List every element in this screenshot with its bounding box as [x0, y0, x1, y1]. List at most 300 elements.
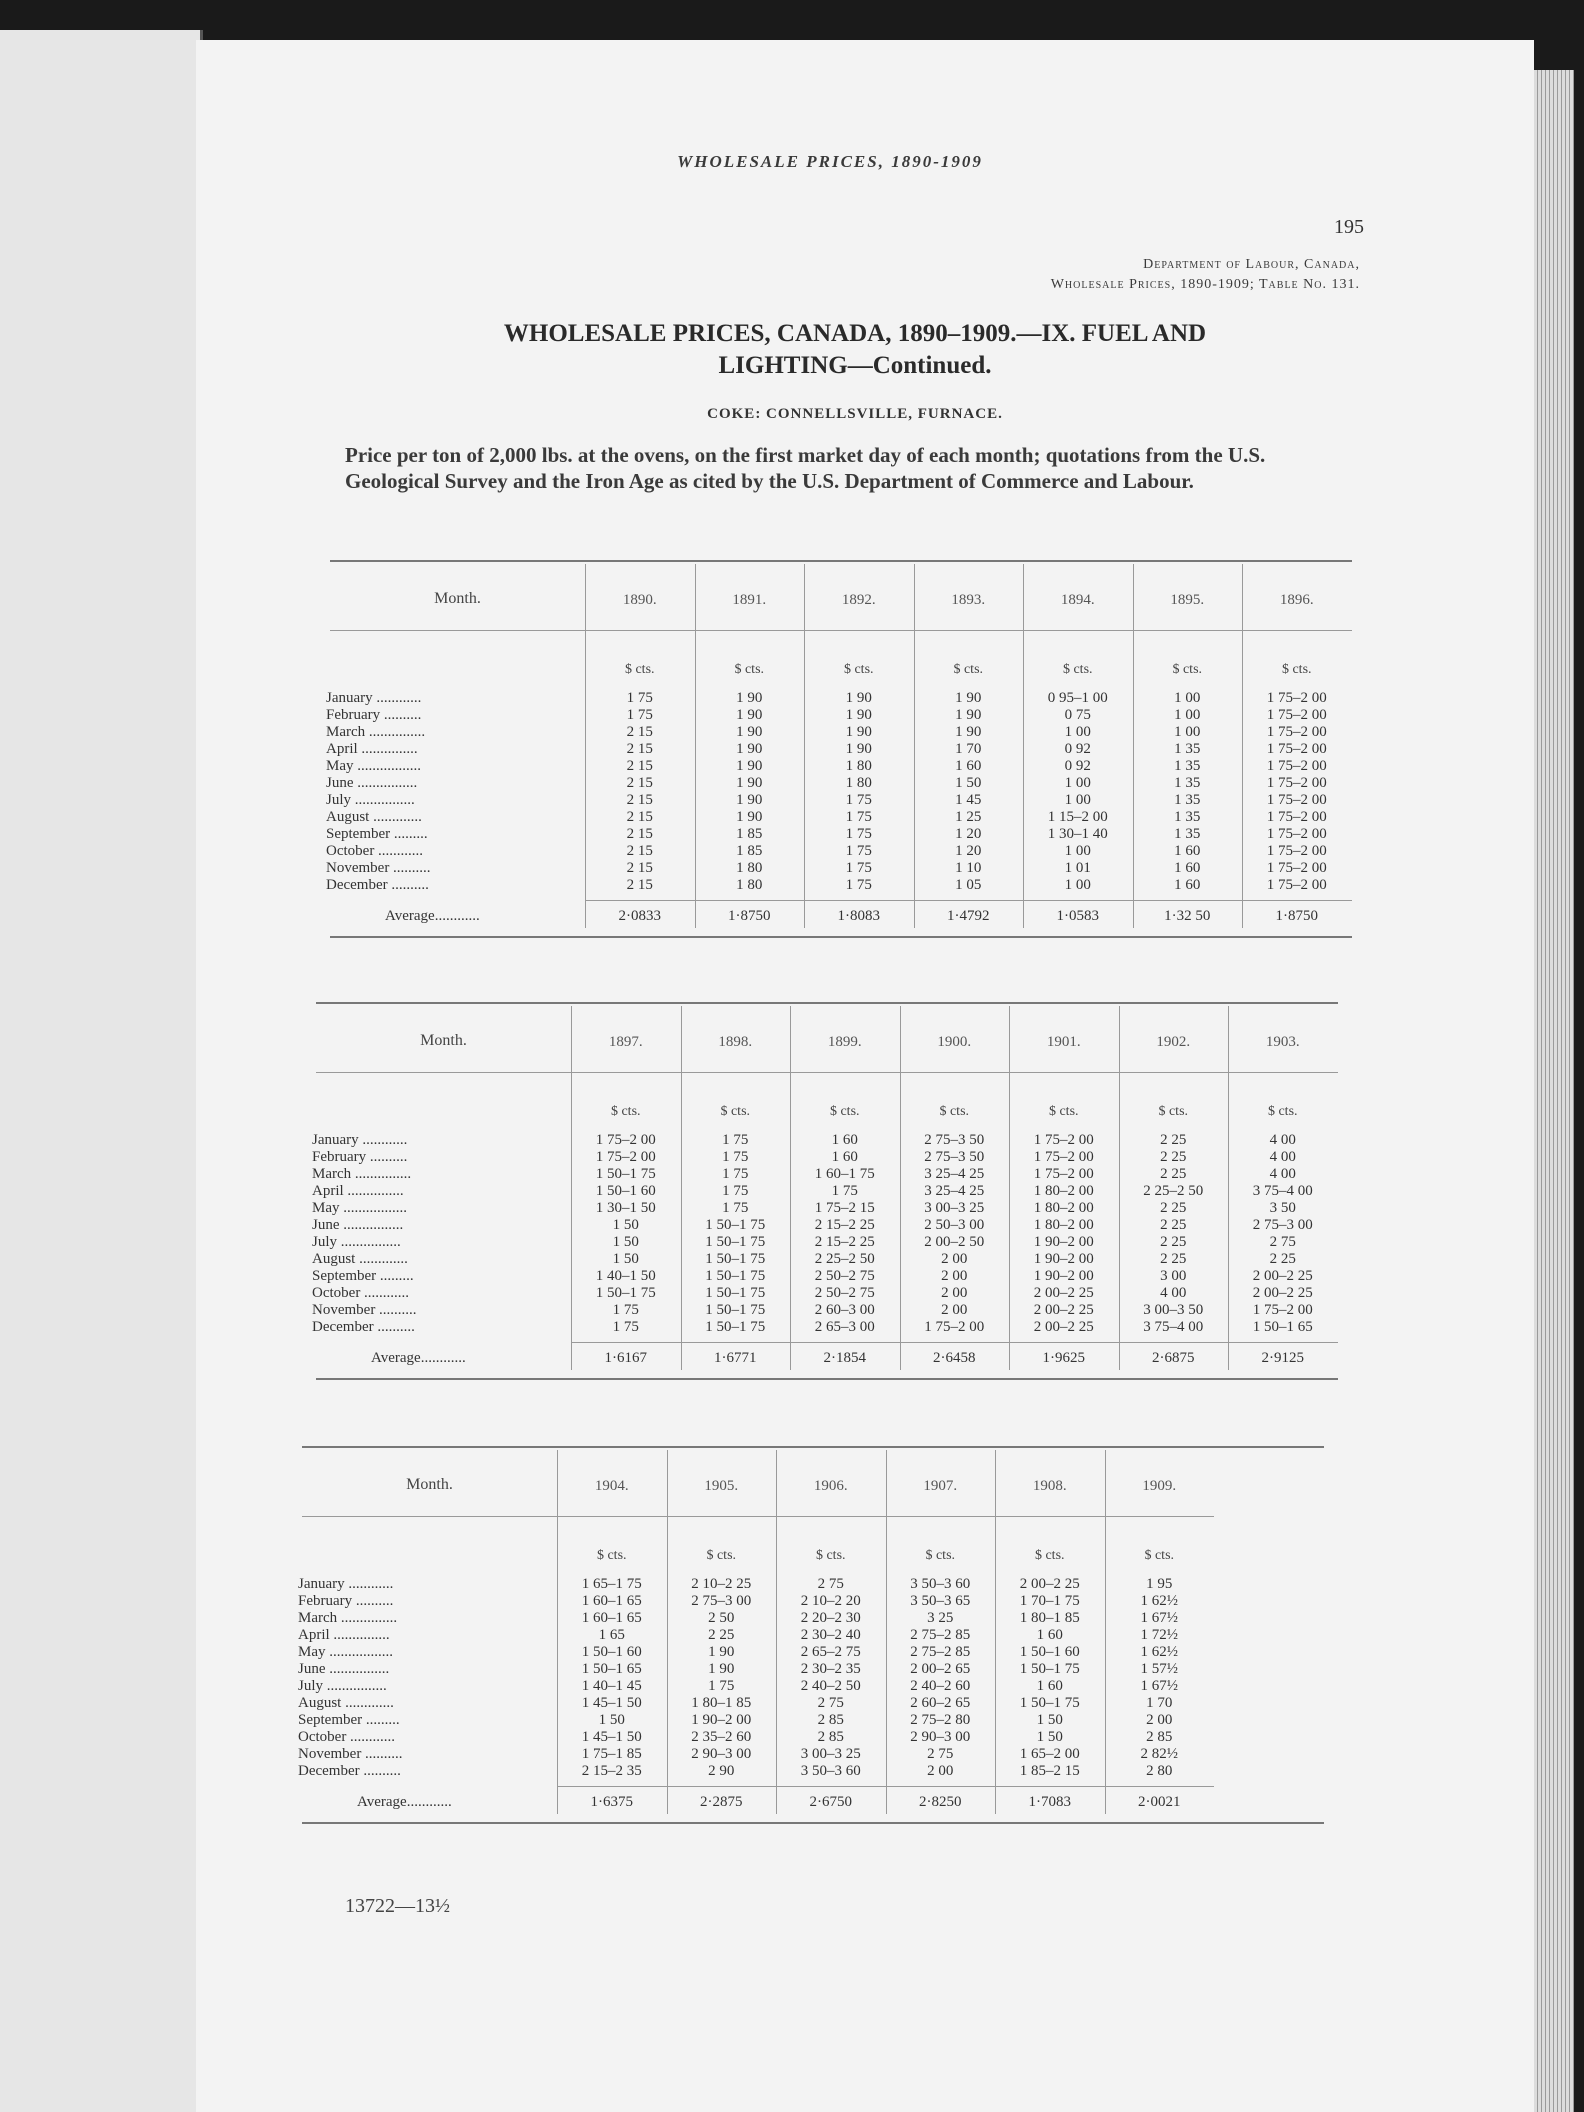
price-cell: 1 80–1 85: [1019, 1610, 1080, 1626]
price-cell: 1 50–1 75: [595, 1285, 656, 1301]
year-price-column: [585, 690, 695, 894]
year-header: 1902.: [1156, 1034, 1191, 1050]
department-line-2: Wholesale Prices, 1890-1909; Table No. 131.: [1050, 277, 1360, 292]
price-cell: 2 50–2 75: [814, 1268, 875, 1284]
price-cell: 2 35–2 60: [691, 1729, 752, 1745]
price-cell: 1 75–2 00: [1266, 741, 1327, 757]
month-header: Month.: [434, 590, 481, 607]
price-cell: 1 75: [612, 1302, 639, 1318]
price-cell: 1 15–2 00: [1047, 809, 1108, 825]
average-value: 1·9625: [1042, 1350, 1085, 1366]
year-price-column: [900, 1132, 1010, 1336]
year-price-column: [776, 1576, 886, 1780]
price-cell: 1 85: [736, 843, 763, 859]
year-price-column: [667, 1576, 777, 1780]
unit-header: $ cts.: [706, 1548, 737, 1563]
price-cell: 2 00–2 25: [1033, 1302, 1094, 1318]
price-cell: 2 25: [1160, 1166, 1187, 1182]
year-header: 1890.: [622, 592, 657, 608]
price-cell: 1 80: [845, 775, 872, 791]
price-cell: 2 25: [1160, 1149, 1187, 1165]
price-cell: 1 50–1 75: [705, 1268, 766, 1284]
price-description: Price per ton of 2,000 lbs. at the ovens, on the first market day of each month; quotations from the U.S. Geological Survey and the Iron Age as cited by the U.S. Department of Commerce and Labour.: [345, 443, 1266, 493]
price-cell: 3 50–3 60: [800, 1763, 861, 1779]
average-value: 2·6875: [1152, 1350, 1195, 1366]
price-cell: 2 85: [817, 1729, 844, 1745]
table-top-rule: [302, 1446, 1324, 1448]
unit-header: $ cts.: [1281, 662, 1312, 677]
price-cell: 2 75: [817, 1576, 844, 1592]
price-cell: 1 90: [845, 724, 872, 740]
price-cell: 1 90: [845, 690, 872, 706]
price-cell: 1 50: [612, 1234, 639, 1250]
price-cell: 2 75–3 00: [691, 1593, 752, 1609]
price-cell: 1 90: [736, 741, 763, 757]
price-cell: 1 00: [1064, 724, 1091, 740]
month-header: Month.: [406, 1476, 453, 1493]
price-cell: 1 90–2 00: [1033, 1234, 1094, 1250]
price-cell: 1 90: [845, 741, 872, 757]
price-cell: 1 75: [708, 1678, 735, 1694]
price-cell: 2 15: [626, 724, 653, 740]
price-cell: 1 50–1 75: [1019, 1661, 1080, 1677]
price-cell: 2 90: [708, 1763, 735, 1779]
price-cell: 2 15: [626, 792, 653, 808]
average-value: 2·6458: [933, 1350, 976, 1366]
price-cell: 1 75–2 00: [1252, 1302, 1313, 1318]
price-cell: 1 35: [1174, 775, 1201, 791]
year-header: 1892.: [841, 592, 876, 608]
price-cell: 1 60: [1174, 843, 1201, 859]
price-cell: 2 75: [1269, 1234, 1296, 1250]
price-cell: 2 00–2 25: [1252, 1285, 1313, 1301]
price-cell: 3 50–3 65: [910, 1593, 971, 1609]
price-cell: 1 75–2 00: [1266, 724, 1327, 740]
price-cell: 2 15: [626, 843, 653, 859]
price-cell: 1 40–1 45: [581, 1678, 642, 1694]
price-cell: 1 75–2 00: [924, 1319, 985, 1335]
unit-header: $ cts.: [1034, 1548, 1065, 1563]
price-cell: 1 75–2 00: [1033, 1132, 1094, 1148]
price-cell: 2 25: [708, 1627, 735, 1643]
year-header: 1905.: [704, 1478, 739, 1494]
price-cell: 1 75–2 00: [1266, 792, 1327, 808]
price-cell: 2 00–2 65: [910, 1661, 971, 1677]
year-price-column: [695, 690, 805, 894]
price-cell: 1 75–2 15: [814, 1200, 875, 1216]
price-cell: 1 75: [845, 860, 872, 876]
year-price-column: [1133, 690, 1243, 894]
price-cell: 2 00: [927, 1763, 954, 1779]
commodity-subtitle: COKE: CONNELLSVILLE, FURNACE.: [707, 406, 1003, 422]
price-cell: 1 00: [1064, 792, 1091, 808]
year-header: 1891.: [732, 592, 767, 608]
average-value: 1·6375: [590, 1794, 633, 1810]
table-bottom-rule: [330, 936, 1352, 938]
price-cell: 2 10–2 25: [691, 1576, 752, 1592]
price-cell: 1 90–2 00: [691, 1712, 752, 1728]
price-cell: 2 25: [1160, 1217, 1187, 1233]
header-rule: [330, 630, 1352, 631]
average-value: 1·4792: [947, 908, 990, 924]
price-cell: 3 00: [1160, 1268, 1187, 1284]
year-price-column: [1105, 1576, 1215, 1780]
price-cell: 1 75–2 00: [595, 1149, 656, 1165]
month-header: Month.: [420, 1032, 467, 1049]
price-cell: 1 50: [598, 1712, 625, 1728]
price-cell: 1 75: [626, 707, 653, 723]
price-cell: 1 75: [722, 1166, 749, 1182]
price-cell: 2 15: [626, 758, 653, 774]
price-cell: 2 25–2 50: [1143, 1183, 1204, 1199]
year-header: 1901.: [1046, 1034, 1081, 1050]
page-title: [420, 318, 1290, 382]
price-cell: 2 75: [817, 1695, 844, 1711]
price-cell: 2 80: [1146, 1763, 1173, 1779]
price-cell: 2 82½: [1140, 1746, 1178, 1762]
header-rule: [316, 1072, 1338, 1073]
price-cell: 1 80–2 00: [1033, 1200, 1094, 1216]
price-cell: 1 50: [612, 1217, 639, 1233]
price-cell: 2 00–2 25: [1019, 1576, 1080, 1592]
average-value: 1·0583: [1056, 908, 1099, 924]
unit-header: $ cts.: [624, 662, 655, 677]
year-price-column: [1228, 1132, 1338, 1336]
price-cell: 1 70–1 75: [1019, 1593, 1080, 1609]
price-cell: 1 25: [955, 809, 982, 825]
price-cell: 1 65–2 00: [1019, 1746, 1080, 1762]
page-number: 195: [1334, 216, 1364, 238]
unit-header: $ cts.: [1062, 662, 1093, 677]
price-cell: 1 75: [626, 690, 653, 706]
price-cell: 1 90: [736, 707, 763, 723]
table-top-rule: [316, 1002, 1338, 1004]
price-cell: 1 75–2 00: [1266, 690, 1327, 706]
price-cell: 2 00–2 25: [1033, 1319, 1094, 1335]
table-bottom-rule: [316, 1378, 1338, 1380]
title-line-2: LIGHTING—Continued.: [718, 352, 992, 379]
price-cell: 2 90–3 00: [910, 1729, 971, 1745]
price-cell: 1 00: [1174, 690, 1201, 706]
month-labels: January ............ February .......... March ............... April ............... May ................. June ................ July ................ August ............. September ......... October ............ November .......... December ..........: [298, 1576, 403, 1779]
average-value: 2·6750: [809, 1794, 852, 1810]
price-cell: 1 57½: [1140, 1661, 1178, 1677]
price-cell: 0 75: [1064, 707, 1091, 723]
price-cell: 2 75–2 85: [910, 1644, 971, 1660]
price-cell: 2 60–3 00: [814, 1302, 875, 1318]
price-cell: 1 85–2 15: [1019, 1763, 1080, 1779]
price-cell: 1 35: [1174, 741, 1201, 757]
price-cell: 1 90: [845, 707, 872, 723]
price-cell: 1 50–1 60: [595, 1183, 656, 1199]
price-cell: 1 62½: [1140, 1644, 1178, 1660]
price-cell: 2 10–2 20: [800, 1593, 861, 1609]
unit-header: $ cts.: [610, 1104, 641, 1119]
price-cell: 2 00–2 25: [1252, 1268, 1313, 1284]
price-cell: 2 40–2 60: [910, 1678, 971, 1694]
unit-header: $ cts.: [925, 1548, 956, 1563]
price-cell: 3 25–4 25: [924, 1166, 985, 1182]
price-cell: 1 45: [955, 792, 982, 808]
price-cell: 1 75–2 00: [1266, 877, 1327, 893]
price-cell: 1 50–1 75: [1019, 1695, 1080, 1711]
price-cell: 1 00: [1174, 707, 1201, 723]
average-value: 2·1854: [823, 1350, 866, 1366]
price-cell: 1 75–2 00: [1266, 860, 1327, 876]
price-cell: 2 65–3 00: [814, 1319, 875, 1335]
unit-header: $ cts.: [596, 1548, 627, 1563]
year-price-column: [790, 1132, 900, 1336]
price-cell: 3 75–4 00: [1143, 1319, 1204, 1335]
price-cell: 1 50–1 75: [705, 1234, 766, 1250]
price-cell: 1 75–1 85: [581, 1746, 642, 1762]
price-cell: 1 80: [736, 877, 763, 893]
year-header: 1909.: [1142, 1478, 1177, 1494]
price-cell: 2 75–3 50: [924, 1132, 985, 1148]
price-cell: 2 85: [1146, 1729, 1173, 1745]
price-cell: 1 90: [955, 707, 982, 723]
price-cell: 1 75: [722, 1132, 749, 1148]
price-cell: 2 85: [817, 1712, 844, 1728]
price-cell: 1 50–1 60: [1019, 1644, 1080, 1660]
year-header: 1907.: [923, 1478, 958, 1494]
average-rule: [585, 900, 1352, 901]
price-cell: 1 50–1 75: [705, 1319, 766, 1335]
price-cell: 2 25: [1160, 1234, 1187, 1250]
department-line-1: Department of Labour, Canada,: [1143, 257, 1360, 272]
price-cell: 1 75: [612, 1319, 639, 1335]
average-value: 2·9125: [1261, 1350, 1304, 1366]
price-cell: 1 90: [736, 690, 763, 706]
price-cell: 1 35: [1174, 758, 1201, 774]
price-cell: 1 60: [1036, 1627, 1063, 1643]
price-cell: 1 50: [955, 775, 982, 791]
price-cell: 1 75: [845, 843, 872, 859]
price-cell: 1 75: [845, 826, 872, 842]
price-cell: 1 90: [736, 792, 763, 808]
price-cell: 1 05: [955, 877, 982, 893]
price-cell: 1 50–1 75: [705, 1302, 766, 1318]
average-value: 1·8750: [1275, 908, 1318, 924]
price-cell: 2 00–2 50: [924, 1234, 985, 1250]
year-price-column: [571, 1132, 681, 1336]
price-cell: 1 30–1 40: [1047, 826, 1108, 842]
year-header: 1900.: [937, 1034, 972, 1050]
price-cell: 2 15–2 35: [581, 1763, 642, 1779]
year-price-column: [886, 1576, 996, 1780]
price-cell: 2 25: [1160, 1200, 1187, 1216]
year-header: 1896.: [1279, 592, 1314, 608]
price-cell: 1 65–1 75: [581, 1576, 642, 1592]
page-stack-edge: [1534, 70, 1574, 2112]
unit-header: $ cts.: [1267, 1104, 1298, 1119]
average-value: 1·6167: [604, 1350, 647, 1366]
price-cell: 2 15–2 25: [814, 1217, 875, 1233]
price-cell: 1 75: [845, 809, 872, 825]
average-label: Average............: [385, 908, 480, 924]
price-cell: 1 50: [612, 1251, 639, 1267]
price-cell: 3 00–3 50: [1143, 1302, 1204, 1318]
average-value: 2·2875: [700, 1794, 743, 1810]
year-header: 1897.: [608, 1034, 643, 1050]
price-cell: 1 35: [1174, 809, 1201, 825]
year-price-column: [681, 1132, 791, 1336]
price-cell: 2 25: [1269, 1251, 1296, 1267]
price-cell: 1 60: [1174, 877, 1201, 893]
price-cell: 1 50: [1036, 1712, 1063, 1728]
price-cell: 2 15: [626, 860, 653, 876]
price-cell: 1 75: [845, 877, 872, 893]
price-cell: 2 00–2 25: [1033, 1285, 1094, 1301]
year-header: 1893.: [951, 592, 986, 608]
price-cell: 1 45–1 50: [581, 1695, 642, 1711]
price-cell: 1 50–1 75: [705, 1285, 766, 1301]
price-cell: 1 50–1 60: [581, 1644, 642, 1660]
department-reference: [960, 255, 1360, 295]
price-cell: 1 67½: [1140, 1678, 1178, 1694]
price-cell: 1 10: [955, 860, 982, 876]
unit-header: $ cts.: [953, 662, 984, 677]
price-cell: 2 75–2 85: [910, 1627, 971, 1643]
average-value: 1·32 50: [1164, 908, 1211, 924]
price-cell: 1 80–2 00: [1033, 1183, 1094, 1199]
year-price-column: [1023, 690, 1133, 894]
month-labels: January ............ February .......... March ............... April ............... May ................. June ................ July ................ August ............. September ......... October ............ November .......... December ..........: [312, 1132, 417, 1335]
price-cell: 1 00: [1174, 724, 1201, 740]
year-price-column: [1009, 1132, 1119, 1336]
price-cell: 1 75: [831, 1183, 858, 1199]
price-cell: 2 30–2 35: [800, 1661, 861, 1677]
price-cell: 1 75–2 00: [595, 1132, 656, 1148]
price-cell: 1 50–1 65: [581, 1661, 642, 1677]
price-cell: 2 60–2 65: [910, 1695, 971, 1711]
year-header: 1898.: [718, 1034, 753, 1050]
price-cell: 4 00: [1160, 1285, 1187, 1301]
left-page-edge: [0, 30, 203, 2112]
price-cell: 0 92: [1064, 758, 1091, 774]
price-cell: 1 90: [708, 1661, 735, 1677]
year-price-column: [804, 690, 914, 894]
price-cell: 1 50–1 75: [705, 1217, 766, 1233]
price-cell: 1 75–2 00: [1266, 758, 1327, 774]
running-head: WHOLESALE PRICES, 1890-1909: [677, 152, 983, 171]
price-cell: 1 60: [955, 758, 982, 774]
price-cell: 1 65: [598, 1627, 625, 1643]
average-value: 1·8083: [837, 908, 880, 924]
price-cell: 1 75–2 00: [1033, 1166, 1094, 1182]
header-rule: [302, 1516, 1214, 1517]
price-cell: 4 00: [1269, 1149, 1296, 1165]
unit-header: $ cts.: [939, 1104, 970, 1119]
price-cell: 1 72½: [1140, 1627, 1178, 1643]
price-cell: 0 92: [1064, 741, 1091, 757]
price-cell: 1 60–1 75: [814, 1166, 875, 1182]
price-cell: 2 00: [941, 1285, 968, 1301]
price-cell: 1 80–2 00: [1033, 1217, 1094, 1233]
unit-header: $ cts.: [1144, 1548, 1175, 1563]
price-cell: 2 15: [626, 826, 653, 842]
price-cell: 2 15: [626, 877, 653, 893]
price-cell: 1 00: [1064, 843, 1091, 859]
price-cell: 1 60: [831, 1132, 858, 1148]
price-cell: 1 35: [1174, 826, 1201, 842]
unit-header: $ cts.: [843, 662, 874, 677]
price-cell: 1 20: [955, 826, 982, 842]
price-cell: 1 30–1 50: [595, 1200, 656, 1216]
price-cell: 1 75–2 00: [1033, 1149, 1094, 1165]
average-label: Average............: [371, 1350, 466, 1366]
price-cell: 1 90: [955, 690, 982, 706]
price-cell: 1 90: [736, 775, 763, 791]
price-cell: 3 50–3 60: [910, 1576, 971, 1592]
price-cell: 2 90–3 00: [691, 1746, 752, 1762]
average-label: Average............: [357, 1794, 452, 1810]
price-cell: 1 95: [1146, 1576, 1173, 1592]
price-cell: 2 65–2 75: [800, 1644, 861, 1660]
average-value: 1·6771: [714, 1350, 757, 1366]
average-value: 2·0021: [1138, 1794, 1181, 1810]
unit-header: $ cts.: [720, 1104, 751, 1119]
price-cell: 2 00: [941, 1251, 968, 1267]
price-cell: 1 75–2 00: [1266, 775, 1327, 791]
signature-footer: 13722—13½: [345, 1895, 450, 1917]
year-header: 1903.: [1265, 1034, 1300, 1050]
price-cell: 1 20: [955, 843, 982, 859]
price-cell: 1 75–2 00: [1266, 707, 1327, 723]
price-cell: 1 90: [736, 809, 763, 825]
price-cell: 1 85: [736, 826, 763, 842]
price-cell: 1 60–1 65: [581, 1593, 642, 1609]
price-cell: 1 50–1 75: [595, 1166, 656, 1182]
price-cell: 3 25: [927, 1610, 954, 1626]
unit-header: $ cts.: [815, 1548, 846, 1563]
year-price-column: [1119, 1132, 1229, 1336]
price-cell: 1 35: [1174, 792, 1201, 808]
price-cell: 1 50–1 75: [705, 1251, 766, 1267]
price-cell: 1 60–1 65: [581, 1610, 642, 1626]
price-cell: 2 00: [1146, 1712, 1173, 1728]
price-cell: 2 15: [626, 775, 653, 791]
average-value: 1·7083: [1028, 1794, 1071, 1810]
price-cell: 1 40–1 50: [595, 1268, 656, 1284]
price-cell: 2 75: [927, 1746, 954, 1762]
price-cell: 2 50: [708, 1610, 735, 1626]
price-cell: 1 80: [845, 758, 872, 774]
price-cell: 2 75–2 80: [910, 1712, 971, 1728]
price-cell: 1 00: [1064, 775, 1091, 791]
year-header: 1895.: [1170, 592, 1205, 608]
price-cell: 1 50: [1036, 1729, 1063, 1745]
average-value: 2·8250: [919, 1794, 962, 1810]
price-cell: 1 60: [1036, 1678, 1063, 1694]
price-cell: 1 90: [736, 758, 763, 774]
price-cell: 1 60: [831, 1149, 858, 1165]
price-cell: 4 00: [1269, 1132, 1296, 1148]
price-cell: 2 40–2 50: [800, 1678, 861, 1694]
price-cell: 1 90: [736, 724, 763, 740]
price-cell: 3 00–3 25: [924, 1200, 985, 1216]
price-cell: 3 00–3 25: [800, 1746, 861, 1762]
price-cell: 1 62½: [1140, 1593, 1178, 1609]
price-cell: 4 00: [1269, 1166, 1296, 1182]
price-cell: 2 15: [626, 741, 653, 757]
price-cell: 1 70: [955, 741, 982, 757]
title-line-1: WHOLESALE PRICES, CANADA, 1890–1909.—IX. FUEL AND: [503, 320, 1207, 347]
price-cell: 1 75: [845, 792, 872, 808]
price-cell: 1 75–2 00: [1266, 826, 1327, 842]
price-cell: 2 75–3 50: [924, 1149, 985, 1165]
year-header: 1899.: [827, 1034, 862, 1050]
